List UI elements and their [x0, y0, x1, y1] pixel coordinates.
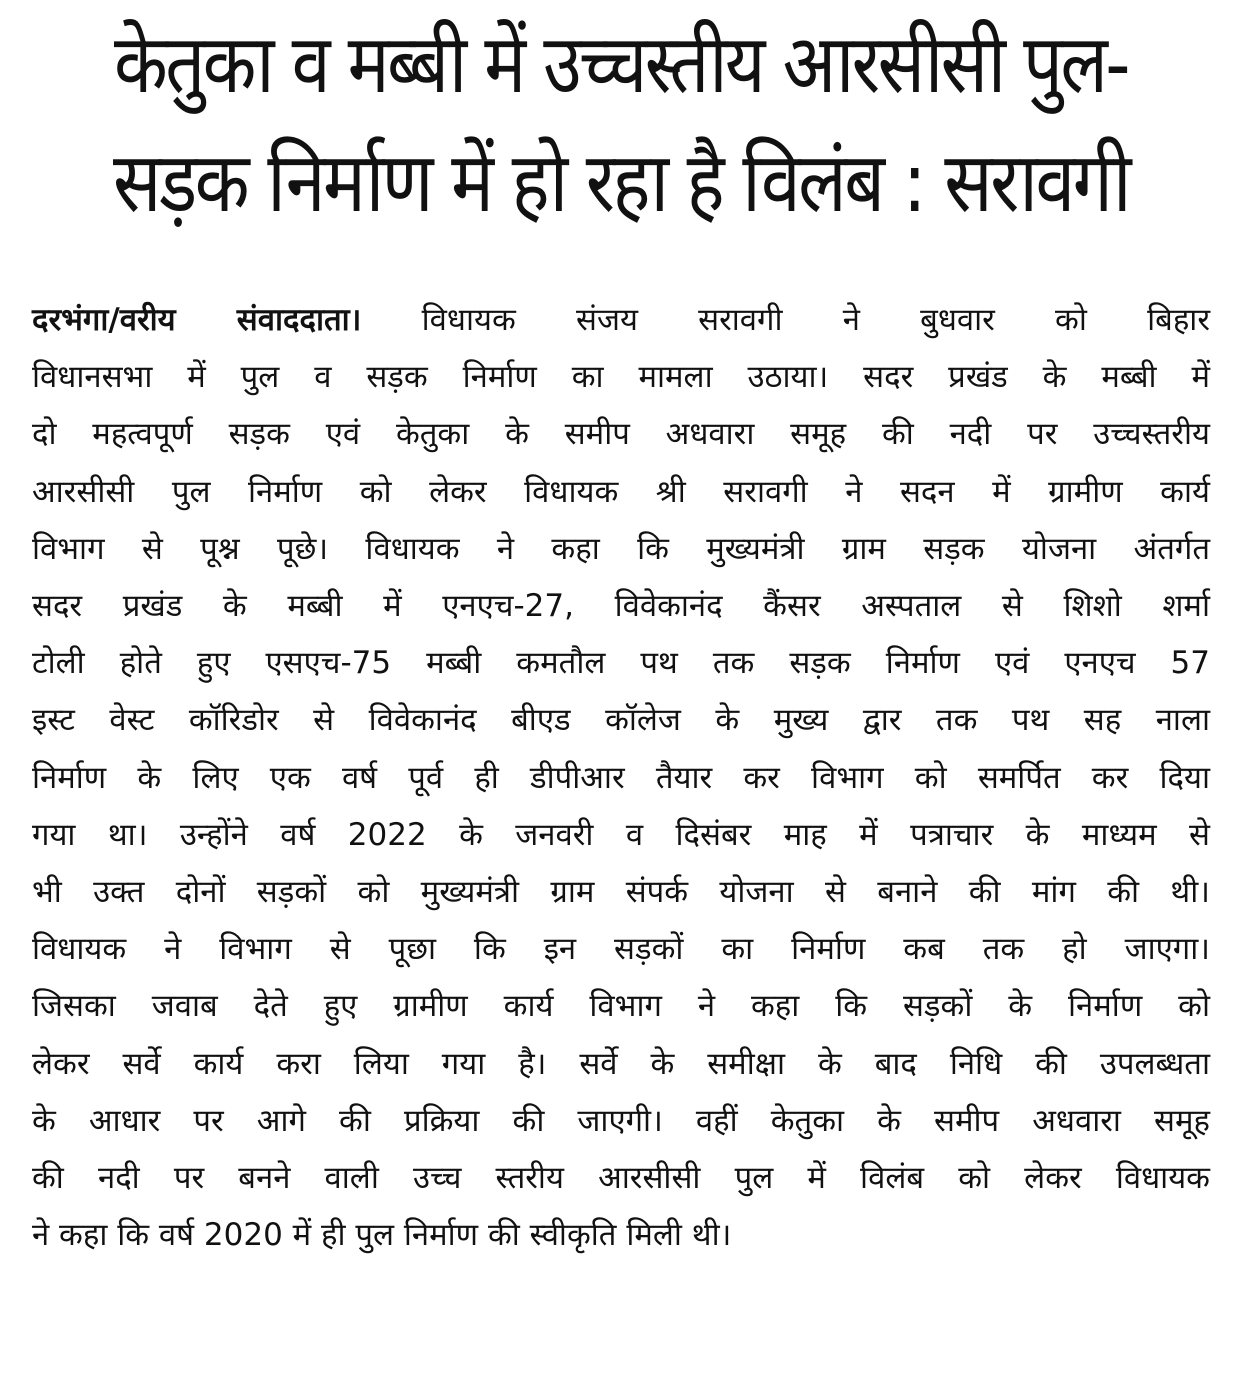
- article-line-11: भी उक्त दोनों सड़कों को मुख्यमंत्री ग्राम संपर्क योजना से बनाने की मांग की थी।: [32, 874, 1210, 911]
- article-line-17: ने कहा कि वर्ष 2020 में ही पुल निर्माण की स्वीकृति मिली थी।: [32, 1217, 732, 1254]
- headline-line-2: सड़क निर्माण में हो रहा है विलंब : सरावगी: [113, 134, 1129, 231]
- article-line-4: आरसीसी पुल निर्माण को लेकर विधायक श्री सरावगी ने सदन में ग्रामीण कार्य: [32, 473, 1210, 510]
- article-line-14: लेकर सर्वे कार्य करा लिया गया है। सर्वे के समीक्षा के बाद निधि की उपलब्धता: [32, 1045, 1210, 1082]
- article-line-7: टोली होते हुए एसएच-75 मब्बी कमतौल पथ तक सड़क निर्माण एवं एनएच 57: [32, 645, 1210, 682]
- article-line-6: सदर प्रखंड के मब्बी में एनएच-27, विवेकानंद कैंसर अस्पताल से शिशो शर्मा: [32, 588, 1210, 625]
- article-line-10: गया था। उन्होंने वर्ष 2022 के जनवरी व दिसंबर माह में पत्राचार के माध्यम से: [32, 816, 1210, 853]
- article-line-16: की नदी पर बनने वाली उच्च स्तरीय आरसीसी पुल में विलंब को लेकर विधायक: [32, 1160, 1210, 1197]
- headline: [113, 6, 1130, 242]
- headline-line-1: केतुका व मब्बी में उच्चस्तीय आरसीसी पुल-: [114, 17, 1128, 112]
- article-line-2: विधानसभा में पुल व सड़क निर्माण का मामला उठाया। सदर प्रखंड के मब्बी में: [32, 359, 1210, 396]
- article-line-12: विधायक ने विभाग से पूछा कि इन सड़कों का निर्माण कब तक हो जाएगा।: [32, 931, 1210, 968]
- dateline: दरभंगा/वरीय संवाददाता।: [32, 302, 362, 338]
- article-line-5: विभाग से पूश्न पूछे। विधायक ने कहा कि मुख्यमंत्री ग्राम सड़क योजना अंतर्गत: [32, 530, 1210, 567]
- article-line-3: दो महत्वपूर्ण सड़क एवं केतुका के समीप अधवारा समूह की नदी पर उच्चस्तरीय: [32, 416, 1210, 453]
- article-line-13: जिसका जवाब देते हुए ग्रामीण कार्य विभाग ने कहा कि सड़कों के निर्माण को: [32, 988, 1210, 1025]
- article-line-9: निर्माण के लिए एक वर्ष पूर्व ही डीपीआर तैयार कर विभाग को समर्पित कर दिया: [32, 759, 1210, 796]
- article-line-8: इस्ट वेस्ट कॉरिडोर से विवेकानंद बीएड कॉलेज के मुख्य द्वार तक पथ सह नाला: [32, 702, 1210, 739]
- article-body: [32, 292, 1210, 1264]
- article-line-15: के आधार पर आगे की प्रक्रिया की जाएगी। वहीं केतुका के समीप अधवारा समूह: [32, 1102, 1210, 1139]
- article-line-1: [32, 292, 1210, 349]
- article-line-1-text: विधायक संजय सरावगी ने बुधवार को बिहार: [361, 302, 1210, 338]
